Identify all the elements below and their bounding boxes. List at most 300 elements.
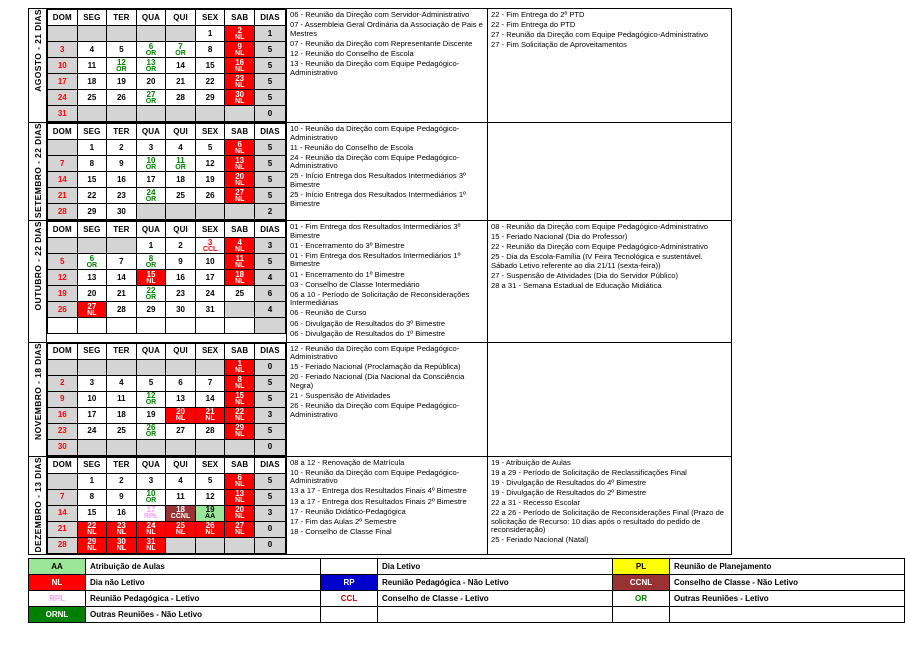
- legend-description: Reunião de Planejamento: [670, 559, 905, 575]
- empty-cell: [136, 318, 166, 334]
- day-number: 11: [176, 155, 185, 165]
- day-tag: NL: [87, 545, 97, 553]
- day-number: 26: [146, 423, 156, 433]
- day-cell: [48, 286, 78, 302]
- day-cell: [195, 58, 225, 74]
- note-line: 13 - Reunião da Direção com Equipe Pedagógico-Administrativo: [290, 58, 460, 77]
- day-cell: [195, 172, 225, 188]
- day-number: 5: [267, 426, 273, 436]
- month-grid: [47, 9, 286, 122]
- day-cell: [48, 254, 78, 270]
- days-count-cell: [255, 375, 286, 391]
- month-row: [29, 9, 732, 123]
- day-number: 25: [176, 190, 185, 200]
- days-count-cell: [255, 238, 286, 254]
- day-tag: NL: [175, 415, 186, 423]
- day-cell: [107, 172, 137, 188]
- empty-cell: [136, 26, 166, 42]
- day-cell: [107, 473, 137, 489]
- day-cell: [136, 238, 166, 254]
- week-row: [48, 204, 286, 220]
- note-line: 10 - Reunião da Direção com Equipe Pedagógico-Administrativo: [290, 467, 460, 486]
- days-count-cell: [255, 26, 286, 42]
- day-number: 1: [237, 359, 242, 369]
- empty-cell: [225, 318, 255, 334]
- note-line: 08 a 12 - Renovação de Matrícula: [290, 457, 405, 467]
- day-number: 30: [116, 537, 126, 547]
- empty-cell: [166, 106, 196, 122]
- day-cell: [48, 521, 78, 537]
- day-number: 20: [235, 505, 245, 515]
- day-cell: [48, 106, 78, 122]
- note-line: 06 - Reunião de Curso: [290, 308, 367, 318]
- day-cell: [77, 42, 107, 58]
- days-count-cell: [255, 318, 286, 334]
- weekday-header-dom: DOM: [48, 343, 78, 359]
- week-row: [48, 140, 286, 156]
- day-cell: [195, 423, 225, 439]
- note-line: 22 a 31 - Recesso Escolar: [491, 498, 581, 508]
- note-line: 18 - Conselho de Classe Final: [290, 526, 392, 536]
- day-cell: [166, 254, 196, 270]
- empty-cell: [48, 140, 78, 156]
- day-cell: [107, 537, 137, 553]
- empty-cell: [166, 359, 196, 375]
- day-number: 9: [237, 41, 242, 51]
- day-tag: OR: [145, 431, 157, 439]
- day-number: 16: [176, 272, 185, 282]
- week-row: [48, 106, 286, 122]
- day-tag: NL: [235, 33, 245, 41]
- day-tag: CCNL: [170, 513, 191, 521]
- weekday-header-qua: QUA: [136, 343, 166, 359]
- days-count-cell: [255, 286, 286, 302]
- month-label-3: [29, 342, 47, 456]
- day-number: 3: [148, 142, 154, 152]
- day-cell: [136, 302, 166, 318]
- note-line: 12 - Reunião do Conselho de Escola: [290, 48, 414, 58]
- day-cell: [107, 505, 137, 521]
- empty-cell: [225, 439, 255, 455]
- day-cell: [107, 140, 137, 156]
- day-number: 21: [205, 407, 215, 417]
- day-number: 23: [116, 190, 126, 200]
- day-cell: [107, 58, 137, 74]
- day-cell: [136, 172, 166, 188]
- note-line: 22 - Fim Entrega do PTD: [491, 20, 576, 30]
- week-row: [48, 318, 286, 334]
- day-number: 6: [237, 473, 242, 483]
- day-cell: [77, 302, 107, 318]
- day-number: 26: [116, 92, 126, 102]
- days-count-cell: [255, 423, 286, 439]
- week-row: [48, 238, 286, 254]
- day-number: 18: [116, 410, 126, 420]
- week-row: [48, 439, 286, 455]
- legend-description: [670, 607, 905, 623]
- day-number: 25: [176, 521, 185, 531]
- legend-description: [378, 607, 613, 623]
- day-number: 2: [267, 206, 273, 216]
- weekday-header-sab: SAB: [225, 343, 255, 359]
- weekday-header-sab: SAB: [225, 222, 255, 238]
- day-cell: [225, 188, 255, 204]
- day-cell: [195, 188, 225, 204]
- day-number: 28: [176, 92, 185, 102]
- day-tag: OR: [145, 497, 157, 505]
- day-number: 9: [119, 158, 124, 168]
- weekday-header-sab: SAB: [225, 457, 255, 473]
- day-tag: NL: [235, 481, 245, 489]
- day-tag: OR: [145, 261, 157, 269]
- day-cell: [107, 423, 137, 439]
- days-count-cell: [255, 188, 286, 204]
- day-tag: NL: [235, 147, 245, 155]
- day-cell: [77, 521, 107, 537]
- day-number: 21: [57, 524, 67, 534]
- empty-cell: [136, 439, 166, 455]
- day-number: 19: [146, 410, 156, 420]
- month-label-text: AGOSTO - 21 DIAS: [32, 9, 43, 92]
- week-row: [48, 375, 286, 391]
- weekday-header-seg: SEG: [77, 457, 107, 473]
- day-number: 22: [87, 190, 97, 200]
- day-cell: [225, 58, 255, 74]
- day-number: 28: [57, 206, 67, 216]
- day-cell: [77, 58, 107, 74]
- week-row: [48, 270, 286, 286]
- month-grid-cell: [47, 221, 287, 343]
- day-number: 11: [117, 394, 126, 404]
- legend-description: Dia Letivo: [378, 559, 613, 575]
- note-line: 25 - Feriado Nacional (Natal): [491, 535, 589, 545]
- weekday-header-ter: TER: [107, 457, 137, 473]
- day-cell: [77, 188, 107, 204]
- legend-description: Reunião Pedagógica - Não Letivo: [378, 575, 613, 591]
- note-line: 27 - Suspensão de Atividades (Dia do Servidor Público): [491, 271, 678, 281]
- day-cell: [48, 42, 78, 58]
- note-line: 13 a 17 - Entrega dos Resultados Finais 4º Bimestre: [290, 486, 467, 496]
- day-number: 16: [235, 57, 245, 67]
- note-line: 25 - Dia da Escola-Família (IV Feira Tecnológica e sustentável. Sábado Letivo referente ao dia 21/11 (sexta-feira)): [491, 252, 703, 270]
- day-cell: [107, 375, 137, 391]
- note-line: 03 - Conselho de Classe Intermediário: [290, 279, 420, 289]
- weekday-header-dom: DOM: [48, 457, 78, 473]
- day-cell: [225, 140, 255, 156]
- day-number: 4: [237, 237, 242, 247]
- note-line: 11 - Reunião do Conselho de Escola: [290, 142, 414, 152]
- day-cell: [77, 204, 107, 220]
- day-cell: [166, 407, 196, 423]
- day-number: 6: [237, 139, 242, 149]
- day-tag: NL: [116, 545, 127, 553]
- day-number: 14: [205, 394, 215, 404]
- day-cell: [166, 505, 196, 521]
- day-number: 3: [148, 476, 154, 486]
- day-cell: [48, 505, 78, 521]
- weekday-header-qua: QUA: [136, 222, 166, 238]
- day-number: 23: [116, 521, 126, 531]
- day-tag: NL: [235, 497, 245, 505]
- empty-cell: [136, 359, 166, 375]
- note-line: 06 a 10 - Período de Solicitação de Reconsiderações Intermediárias: [290, 289, 470, 308]
- day-number: 11: [176, 492, 185, 502]
- day-cell: [195, 473, 225, 489]
- day-number: 27: [146, 89, 156, 99]
- day-cell: [136, 90, 166, 106]
- month-label-text: NOVEMBRO - 18 DIAS: [32, 342, 43, 440]
- month-label-text: DEZEMBRO - 13 DIAS: [32, 456, 43, 553]
- day-number: 30: [57, 442, 67, 452]
- empty-cell: [107, 106, 137, 122]
- day-cell: [225, 74, 255, 90]
- day-cell: [195, 238, 225, 254]
- day-tag: OR: [175, 49, 186, 57]
- legend-key-swatch: [321, 607, 378, 623]
- day-number: 30: [116, 206, 126, 216]
- note-line: 27 - Reunião da Direção com Equipe Pedagógico-Administrativo: [491, 30, 708, 40]
- day-cell: [225, 254, 255, 270]
- day-tag: NL: [235, 245, 245, 253]
- note-line: 12 - Reunião da Direção com Equipe Pedagógico-Administrativo: [290, 343, 460, 362]
- day-number: 19: [116, 76, 126, 86]
- week-row: [48, 156, 286, 172]
- month-label-4: [29, 456, 47, 555]
- weekday-header-dias: DIAS: [255, 124, 286, 140]
- day-cell: [77, 375, 107, 391]
- empty-cell: [225, 106, 255, 122]
- day-number: 6: [178, 378, 183, 388]
- week-row: [48, 505, 286, 521]
- day-cell: [136, 521, 166, 537]
- day-tag: NL: [235, 277, 245, 285]
- day-cell: [48, 90, 78, 106]
- day-number: 26: [205, 521, 215, 531]
- day-number: 16: [116, 508, 126, 518]
- day-cell: [195, 270, 225, 286]
- month-grid-cell: [47, 456, 287, 555]
- note-line: 20 - Feriado Nacional (Dia Nacional da Consciência Negra): [290, 372, 465, 391]
- day-cell: [48, 74, 78, 90]
- day-cell: [77, 286, 107, 302]
- day-tag: OR: [145, 49, 157, 57]
- day-cell: [77, 140, 107, 156]
- day-number: 23: [57, 426, 67, 436]
- day-number: 26: [205, 190, 215, 200]
- note-line: 15 - Feriado Nacional (Dia do Professor): [491, 232, 628, 242]
- note-line: 06 - Divulgação de Resultados do 1º Bimestre: [290, 328, 446, 338]
- day-cell: [107, 302, 137, 318]
- day-cell: [166, 188, 196, 204]
- weekday-header-sex: SEX: [195, 124, 225, 140]
- day-cell: [77, 423, 107, 439]
- empty-cell: [225, 204, 255, 220]
- empty-cell: [166, 204, 196, 220]
- day-tag: NL: [235, 383, 245, 391]
- day-tag: NL: [235, 195, 245, 203]
- empty-cell: [107, 318, 137, 334]
- day-number: 29: [87, 206, 97, 216]
- day-tag: NL: [235, 431, 245, 439]
- month-label-2: [29, 221, 47, 343]
- day-cell: [195, 42, 225, 58]
- day-cell: [48, 375, 78, 391]
- weekday-header-sex: SEX: [195, 457, 225, 473]
- day-cell: [225, 286, 255, 302]
- day-cell: [136, 58, 166, 74]
- day-number: 24: [87, 426, 97, 436]
- day-cell: [107, 270, 137, 286]
- day-number: 27: [176, 426, 185, 436]
- day-number: 10: [146, 155, 156, 165]
- week-row: [48, 302, 286, 318]
- day-cell: [48, 439, 78, 455]
- legend-description: Conselho de Classe - Não Letivo: [670, 575, 905, 591]
- month-grid: [47, 457, 286, 554]
- weekday-header-seg: SEG: [77, 10, 107, 26]
- day-number: 17: [146, 505, 156, 515]
- day-cell: [107, 204, 137, 220]
- week-row: [48, 58, 286, 74]
- day-tag: OR: [145, 163, 157, 171]
- note-line: 07 - Assembleia Geral Ordinária da Associação de Pais e Mestres: [290, 20, 483, 38]
- empty-cell: [166, 537, 196, 553]
- day-cell: [225, 238, 255, 254]
- day-tag: OR: [145, 97, 157, 105]
- notes-right-column: [488, 9, 732, 123]
- day-number: 17: [146, 174, 156, 184]
- note-line: 17 - Fim das Aulas 2º Semestre: [290, 516, 397, 526]
- weekday-header-row: [48, 124, 286, 140]
- day-cell: [166, 302, 196, 318]
- day-number: 10: [205, 256, 215, 266]
- day-cell: [166, 391, 196, 407]
- day-number: 5: [60, 256, 65, 266]
- day-cell: [107, 74, 137, 90]
- days-count-cell: [255, 407, 286, 423]
- day-cell: [136, 489, 166, 505]
- day-tag: OR: [145, 65, 157, 73]
- day-cell: [195, 521, 225, 537]
- day-number: 0: [267, 362, 273, 372]
- day-cell: [77, 407, 107, 423]
- day-cell: [225, 489, 255, 505]
- day-cell: [77, 473, 107, 489]
- day-number: 10: [146, 489, 156, 499]
- month-row: [29, 456, 732, 555]
- days-count-cell: [255, 254, 286, 270]
- day-cell: [48, 407, 78, 423]
- day-number: 24: [205, 288, 215, 298]
- note-line: 24 - Reunião da Direção com Equipe Pedagógico-Administrativo: [290, 152, 460, 171]
- weekday-header-dom: DOM: [48, 10, 78, 26]
- day-cell: [195, 254, 225, 270]
- day-cell: [48, 188, 78, 204]
- day-number: 0: [267, 524, 273, 534]
- day-tag: NL: [235, 415, 245, 423]
- day-cell: [136, 473, 166, 489]
- day-number: 14: [176, 60, 185, 70]
- day-number: 5: [267, 190, 273, 200]
- notes-right-column: [488, 342, 732, 456]
- empty-cell: [77, 26, 107, 42]
- day-number: 17: [57, 76, 67, 86]
- days-count-cell: [255, 439, 286, 455]
- legend-key-swatch: NL: [29, 575, 86, 591]
- day-cell: [136, 42, 166, 58]
- empty-cell: [77, 238, 107, 254]
- day-number: 25: [87, 92, 97, 102]
- day-number: 12: [205, 492, 215, 502]
- day-number: 12: [116, 57, 126, 67]
- day-cell: [77, 391, 107, 407]
- day-cell: [107, 407, 137, 423]
- weekday-header-qua: QUA: [136, 10, 166, 26]
- empty-cell: [77, 359, 107, 375]
- calendar-table: [28, 8, 732, 555]
- day-cell: [48, 537, 78, 553]
- day-number: 3: [60, 44, 65, 54]
- note-line: 10 - Reunião da Direção com Equipe Pedagógico-Administrativo: [290, 124, 460, 142]
- day-number: 15: [235, 391, 245, 401]
- week-row: [48, 254, 286, 270]
- day-number: 21: [116, 288, 126, 298]
- day-number: 18: [87, 76, 97, 86]
- day-tag: NL: [235, 261, 245, 269]
- day-cell: [225, 505, 255, 521]
- day-cell: [136, 286, 166, 302]
- day-number: 13: [235, 489, 245, 499]
- day-cell: [166, 58, 196, 74]
- weekday-header-seg: SEG: [77, 343, 107, 359]
- day-tag: RPL: [143, 513, 158, 521]
- day-number: 29: [87, 537, 97, 547]
- empty-cell: [107, 439, 137, 455]
- day-cell: [166, 375, 196, 391]
- day-cell: [107, 188, 137, 204]
- note-line: 22 a 26 - Período de Solicitação de Reconsiderações Final (Prazo de solicitação de Recurso: 10 dias após o resultado do pedido de reconsideração): [491, 508, 725, 535]
- day-tag: NL: [116, 529, 127, 537]
- day-cell: [136, 391, 166, 407]
- day-number: 5: [267, 476, 273, 486]
- day-number: 7: [60, 492, 65, 502]
- month-row: [29, 123, 732, 221]
- day-number: 20: [146, 76, 156, 86]
- legend-key-swatch: CCNL: [613, 575, 670, 591]
- day-cell: [48, 423, 78, 439]
- day-cell: [136, 74, 166, 90]
- day-number: 27: [87, 301, 97, 311]
- day-cell: [48, 302, 78, 318]
- empty-cell: [195, 439, 225, 455]
- week-row: [48, 537, 286, 553]
- day-number: 11: [235, 253, 244, 263]
- day-cell: [225, 473, 255, 489]
- day-number: 25: [116, 426, 126, 436]
- day-number: 5: [267, 92, 273, 102]
- day-number: 7: [178, 41, 183, 51]
- legend-key-swatch: ORNL: [29, 607, 86, 623]
- day-number: 3: [267, 410, 273, 420]
- day-cell: [166, 238, 196, 254]
- day-number: 4: [119, 378, 124, 388]
- weekday-header-qui: QUI: [166, 222, 196, 238]
- day-cell: [225, 270, 255, 286]
- week-row: [48, 90, 286, 106]
- day-number: 15: [87, 508, 97, 518]
- day-cell: [77, 254, 107, 270]
- day-cell: [136, 188, 166, 204]
